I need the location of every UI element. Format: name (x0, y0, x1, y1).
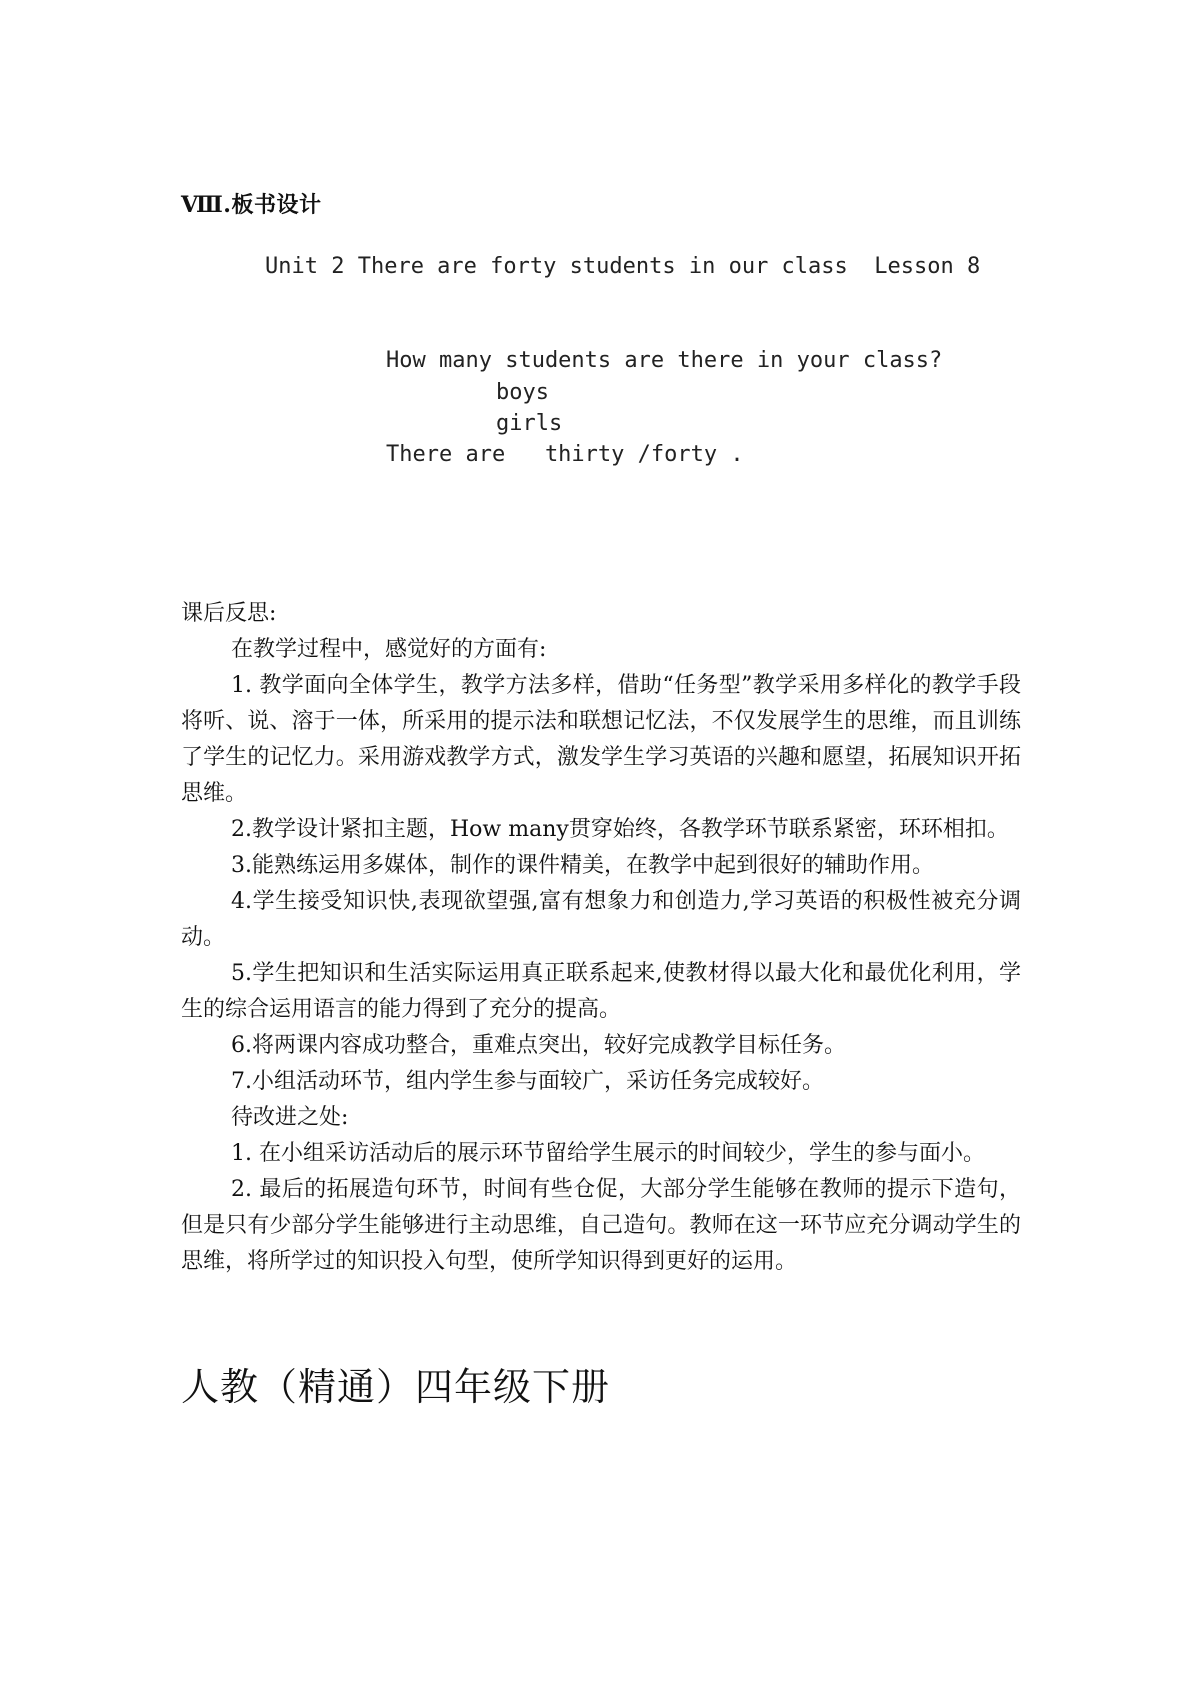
blackboard-unit-title: Unit 2 There are forty students in our class Lesson 8 (265, 254, 981, 279)
reflection-section (181, 596, 1021, 1280)
good-points-intro: 在教学过程中，感觉好的方面有: (231, 637, 547, 662)
blackboard-alt-boys: boys (496, 380, 549, 405)
good-point-5: 5.学生把知识和生活实际运用真正联系起来,使教材得以最大化和最优化利用，学生的综合运用语言的能力得到了充分的提高。 (181, 961, 1021, 1022)
blackboard-answer: There are thirty /forty . (386, 442, 744, 467)
good-point-1: 1. 教学面向全体学生，教学方法多样，借助“任务型”教学采用多样化的教学手段将听、说、溶于一体，所采用的提示法和联想记忆法，不仅发展学生的思维，而且训练了学生的记忆力。采用游戏教学方式，激发学生学习英语的兴趣和愿望，拓展知识开拓思维。 (181, 673, 1021, 806)
good-point-4: 4.学生接受知识快,表现欲望强,富有想象力和创造力,学习英语的积极性被充分调动。 (181, 889, 1021, 950)
reflection-heading: 课后反思: (181, 601, 277, 626)
good-point-3: 3.能熟练运用多媒体，制作的课件精美，在教学中起到很好的辅助作用。 (231, 853, 934, 878)
improve-point-2: 2. 最后的拓展造句环节，时间有些仓促，大部分学生能够在教师的提示下造句，但是只有少部分学生能够进行主动思维，自己造句。教师在这一环节应充分调动学生的思维，将所学过的知识投入句型，使所学知识得到更好的运用。 (181, 1177, 1021, 1274)
textbook-title: 人教（精通）四年级下册 (181, 1365, 611, 1409)
good-point-7: 7.小组活动环节，组内学生参与面较广，采访任务完成较好。 (231, 1069, 824, 1094)
blackboard-alt-girls: girls (496, 411, 563, 436)
blackboard-question: How many students are there in your class? (386, 348, 943, 373)
good-point-6: 6.将两课内容成功整合，重难点突出，较好完成教学目标任务。 (231, 1033, 846, 1058)
good-point-2: 2.教学设计紧扣主题，How many贯穿始终，各教学环节联系紧密，环环相扣。 (231, 817, 1009, 842)
section-heading: Ⅷ.板书设计 (181, 192, 322, 218)
improve-points-intro: 待改进之处: (231, 1105, 349, 1130)
improve-point-1: 1. 在小组采访活动后的展示环节留给学生展示的时间较少，学生的参与面小。 (231, 1141, 985, 1166)
